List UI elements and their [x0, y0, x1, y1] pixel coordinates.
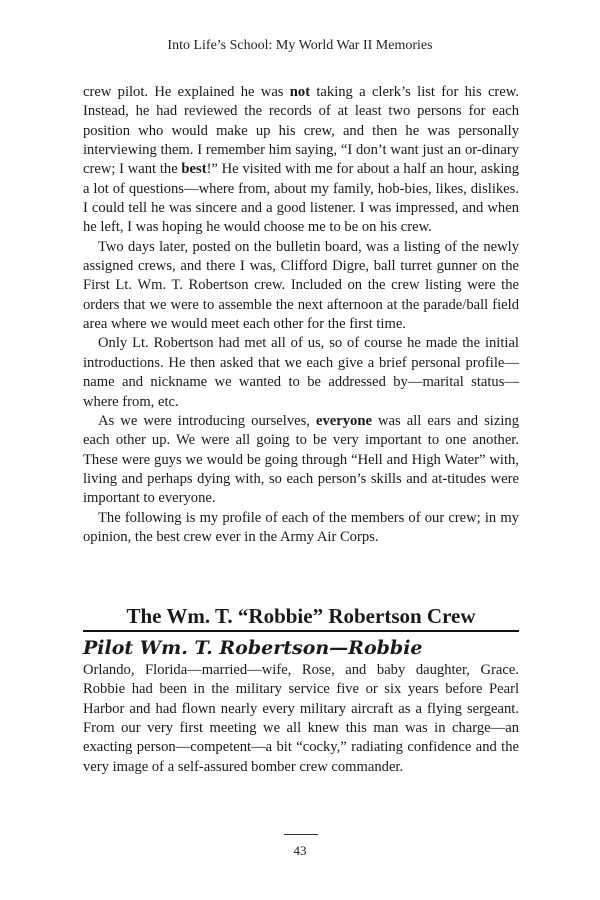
body-text — [83, 83, 519, 547]
subsection-title: Pilot Wm. T. Robertson—Robbie — [83, 637, 423, 659]
paragraph-1-text-a: crew pilot. He explained he was — [83, 84, 290, 100]
emphasis-not: not — [289, 84, 311, 100]
page-number: 43 — [293, 843, 307, 858]
paragraph-1-text-e: !” He visited with me for about a half an hour, asking a lot of questions—where from, about my family, hob-bies, likes, dislikes. I could tell he was sincere and a good listener. I was impressed, and when he left, I was hoping he would choose me to be on his crew. — [83, 161, 519, 236]
paragraph-2: Two days later, posted on the bulletin board, was a listing of the newly assigned crews, and there I was, Clifford Digre, ball turret gunner on the First Lt. Wm. T. Robertson crew. Included on the crew listing were the orders that we were to assemble the next afternoon at the parade/ball field area where we would meet each other for the first time. — [83, 238, 519, 333]
crew-profile-text: Orlando, Florida—married—wife, Rose, and baby daughter, Grace. Robbie had been in the military service five or six years before Pearl Harbor and had flown nearly every military aircraft as a flying sergeant. From our very first meeting we all knew this man was in charge—an exacting person—competent—a bit “cocky,” radiating confidence and the very image of a self-assured bomber crew commander. — [83, 662, 519, 775]
paragraph-4 — [83, 412, 519, 509]
emphasis-everyone: everyone — [316, 412, 372, 429]
paragraph-1-text-c: taking a clerk’s list for his crew. Instead, he had reviewed the records of at least two persons for each position who would make up his crew, and then he was personally interviewing them. I remember him saying, “I don’t want just an or-dinary crew; I want the — [83, 84, 519, 178]
folio-rule — [284, 834, 318, 835]
emphasis-best: best — [181, 161, 207, 178]
paragraph-1 — [83, 83, 519, 238]
paragraph-4-text-c: was all ears and sizing each other up. We were all going to be very important to one another. These were guys we would be going through “Hell and High Water” with, living and perhaps dying with, so each person’s skills and at-titudes were important to everyone. — [83, 412, 519, 507]
running-head: Into Life’s School: My World War II Memories — [167, 38, 433, 53]
paragraph-4-text-a: As we were introducing ourselves, — [98, 412, 316, 429]
paragraph-3: Only Lt. Robertson had met all of us, so of course he made the initial introductions. He then asked that we each give a brief personal profile—name and nickname we wanted to be addressed by—marital status—where from, etc. — [83, 335, 519, 410]
paragraph-5: The following is my profile of each of the members of our crew; in my opinion, the best crew ever in the Army Air Corps. — [83, 509, 519, 545]
section-title: The Wm. T. “Robbie” Robertson Crew — [83, 604, 519, 632]
